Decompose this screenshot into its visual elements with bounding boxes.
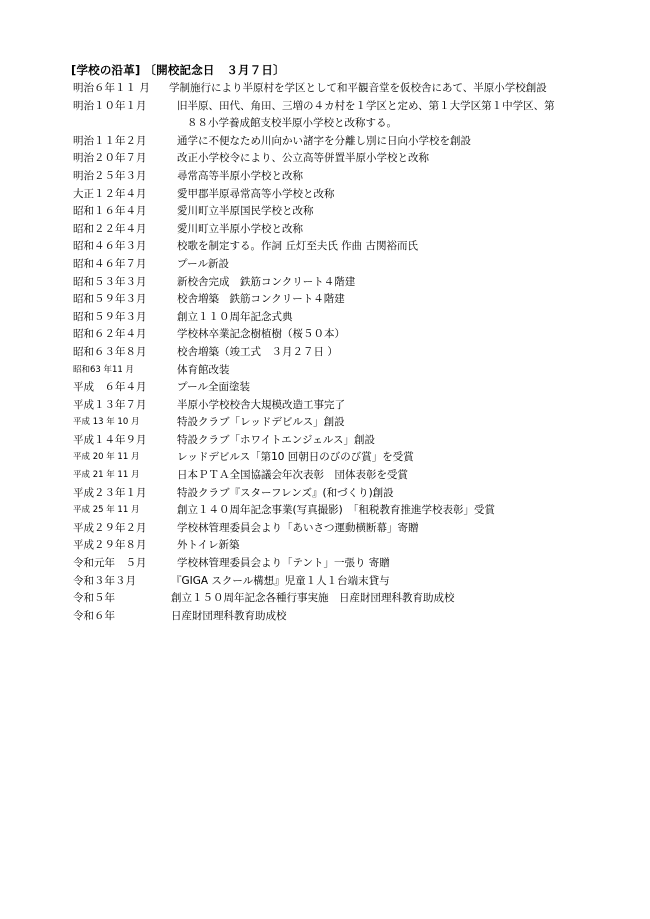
entry-description-line: 創立１５０周年記念各種行事実施 日産財団理科教育助成校 — [171, 592, 455, 605]
history-entry — [73, 608, 633, 626]
entry-date: 昭和２２年４月 — [73, 222, 147, 235]
entry-description-line: 校歌を制定する。作詞 丘灯至夫氏 作曲 古関裕而氏 — [177, 240, 419, 253]
entry-date: 昭和63 年11 月 — [73, 364, 135, 375]
history-entry — [73, 98, 633, 133]
entry-description-line: 特設クラブ「レッドデビルス」創設 — [177, 416, 345, 429]
entry-date: 昭和４６年３月 — [73, 240, 147, 253]
entry-description — [73, 133, 633, 151]
entry-date: 昭和６３年８月 — [73, 345, 147, 358]
entry-description-line: 愛川町立半原国民学校と改称 — [177, 205, 314, 218]
history-entry — [73, 590, 633, 608]
entry-description — [73, 274, 633, 292]
entry-description-line: 創立１１０周年記念式典 — [177, 310, 293, 323]
entry-description — [73, 467, 633, 485]
entry-description — [73, 608, 633, 626]
entry-date: 昭和６２年４月 — [73, 328, 147, 341]
founding-day-heading: 〔開校記念日 ３月７日〕 — [144, 63, 285, 77]
entry-date: 令和５年 — [73, 592, 115, 605]
history-entry — [73, 432, 633, 450]
entry-date: 平成 13 年 10 月 — [73, 417, 140, 428]
entry-description-line: 『GIGA スクール構想』児童１人１台端末貸与 — [171, 574, 390, 587]
entry-description — [73, 485, 633, 503]
entry-description-line: 通学に不便なため川向かい諸字を分離し別に日向小学校を創設 — [177, 134, 471, 147]
history-heading-title: [学校の沿革] — [71, 63, 141, 77]
entry-description — [73, 221, 633, 239]
history-entry — [73, 502, 633, 520]
entry-description-line: 尋常高等半原小学校と改称 — [177, 169, 303, 182]
entry-description-line: 日産財団理科教育助成校 — [171, 609, 287, 622]
history-entry — [73, 537, 633, 555]
history-entry — [73, 203, 633, 221]
entry-date: 平成 20 年 11 月 — [73, 452, 140, 463]
entry-description-line: 半原小学校校舎大規模改造工事完了 — [177, 398, 345, 411]
entry-date: 平成１３年７月 — [73, 398, 147, 411]
history-entry — [73, 238, 633, 256]
entry-description-line: 愛甲郡半原尋常高等小学校と改称 — [177, 187, 335, 200]
history-entry — [73, 326, 633, 344]
entry-date: 明治６年１１ 月 — [73, 82, 150, 94]
entry-description — [73, 326, 633, 344]
entry-description — [73, 309, 633, 327]
entry-description-line: 学校林卒業記念樹植樹（桜５０本） — [177, 328, 345, 341]
entry-description — [73, 80, 633, 98]
entry-date: 明治２０年７月 — [73, 152, 147, 165]
entry-description — [73, 502, 633, 520]
history-list — [73, 80, 633, 625]
entry-description-line: 学制施行により半原村を学区として和平観音堂を仮校舎にあて、半原小学校創設 — [169, 82, 547, 94]
history-entry — [73, 362, 633, 380]
entry-description-line: 特設クラブ「ホワイトエンジェルス」創設 — [177, 433, 375, 446]
entry-description — [73, 168, 633, 186]
entry-description-line: 体育館改装 — [177, 363, 230, 376]
entry-description — [73, 98, 597, 133]
entry-description-line: 学校林管理委員会より「あいさつ運動横断幕」寄贈 — [177, 521, 419, 534]
entry-date: 平成１４年９月 — [73, 433, 147, 446]
entry-description-line: 校舎増築 鉄筋コンクリート４階建 — [177, 293, 345, 306]
entry-date: 昭和５９年３月 — [73, 293, 147, 306]
entry-date: 平成 21 年 11 月 — [73, 470, 140, 481]
entry-description — [73, 449, 633, 467]
entry-date: 令和３年３月 — [73, 574, 136, 587]
entry-description — [73, 238, 633, 256]
entry-date: 令和元年 ５月 — [73, 557, 147, 570]
entry-description-line: 校舎増築（竣工式 ３月２７日 ） — [177, 345, 338, 358]
entry-description — [73, 186, 633, 204]
entry-description — [73, 362, 633, 380]
entry-date: 平成２９年２月 — [73, 521, 147, 534]
entry-description-line: 愛川町立半原小学校と改称 — [177, 222, 303, 235]
entry-description — [73, 150, 633, 168]
history-entry — [73, 344, 633, 362]
entry-description-line: 旧半原、田代、角田、三増の４カ村を１学区と定め、第１大学区第１中学区、第 — [177, 99, 555, 112]
entry-description-line: ８８小学養成館支校半原小学校と改称する。 — [187, 117, 397, 130]
entry-description — [73, 573, 633, 591]
history-entry — [73, 186, 633, 204]
entry-date: 明治１１年２月 — [73, 134, 147, 147]
history-entry — [73, 414, 633, 432]
entry-description — [73, 291, 633, 309]
entry-date: 明治１０年１月 — [73, 99, 147, 112]
history-entry — [73, 274, 633, 292]
entry-date: 令和６年 — [73, 609, 115, 622]
history-entry — [73, 449, 633, 467]
entry-date: 明治２５年３月 — [73, 169, 147, 182]
entry-description-line: レッドデビルス「第10 回朝日のびのび賞」を受賞 — [177, 451, 414, 464]
history-entry — [73, 168, 633, 186]
entry-description-line: 創立１４０周年記念事業(写真撮影) 「租税教育推進学校表彰」受賞 — [177, 504, 495, 517]
entry-description-line: 特設クラブ『スターフレンズ』(和づくり)創設 — [177, 486, 394, 499]
history-entry — [73, 256, 633, 274]
history-entry — [73, 309, 633, 327]
entry-description — [73, 590, 633, 608]
entry-description — [73, 414, 633, 432]
entry-description — [73, 555, 633, 573]
history-entry — [73, 133, 633, 151]
entry-description — [73, 537, 633, 555]
entry-description-line: プール全面塗装 — [177, 381, 250, 394]
entry-description — [73, 203, 633, 221]
history-entry — [73, 397, 633, 415]
entry-description-line: 日本ＰＴＡ全国協議会年次表彰 団体表彰を受賞 — [177, 469, 408, 482]
entry-description — [73, 379, 633, 397]
entry-date: 平成２３年１月 — [73, 486, 147, 499]
history-entry — [73, 520, 633, 538]
history-entry — [73, 291, 633, 309]
entry-description — [73, 432, 633, 450]
history-entry — [73, 150, 633, 168]
entry-date: 昭和５３年３月 — [73, 275, 147, 288]
entry-date: 平成２９年８月 — [73, 539, 147, 552]
entry-date: 大正１２年４月 — [73, 187, 147, 200]
history-entry — [73, 485, 633, 503]
history-entry — [73, 467, 633, 485]
history-entry — [73, 555, 633, 573]
entry-description-line: 外トイレ新築 — [177, 539, 240, 552]
entry-date: 昭和４６年７月 — [73, 257, 147, 270]
history-entry — [73, 80, 633, 98]
history-entry — [73, 573, 633, 591]
history-heading — [71, 62, 285, 78]
entry-date: 平成 25 年 11 月 — [73, 505, 140, 516]
history-entry — [73, 221, 633, 239]
entry-description-line: 新校舎完成 鉄筋コンクリート４階建 — [177, 275, 356, 288]
history-entry — [73, 379, 633, 397]
entry-description-line: 改正小学校令により、公立高等併置半原小学校と改称 — [177, 152, 429, 165]
entry-description-line: プール新設 — [177, 257, 229, 270]
entry-description — [73, 344, 633, 362]
entry-date: 平成 ６年４月 — [73, 381, 147, 394]
entry-description-line: 学校林管理委員会より「テント」一張り 寄贈 — [177, 557, 390, 570]
entry-description — [73, 397, 633, 415]
entry-description — [73, 256, 633, 274]
entry-date: 昭和５９年３月 — [73, 310, 147, 323]
entry-description — [73, 520, 633, 538]
entry-date: 昭和１６年４月 — [73, 205, 147, 218]
